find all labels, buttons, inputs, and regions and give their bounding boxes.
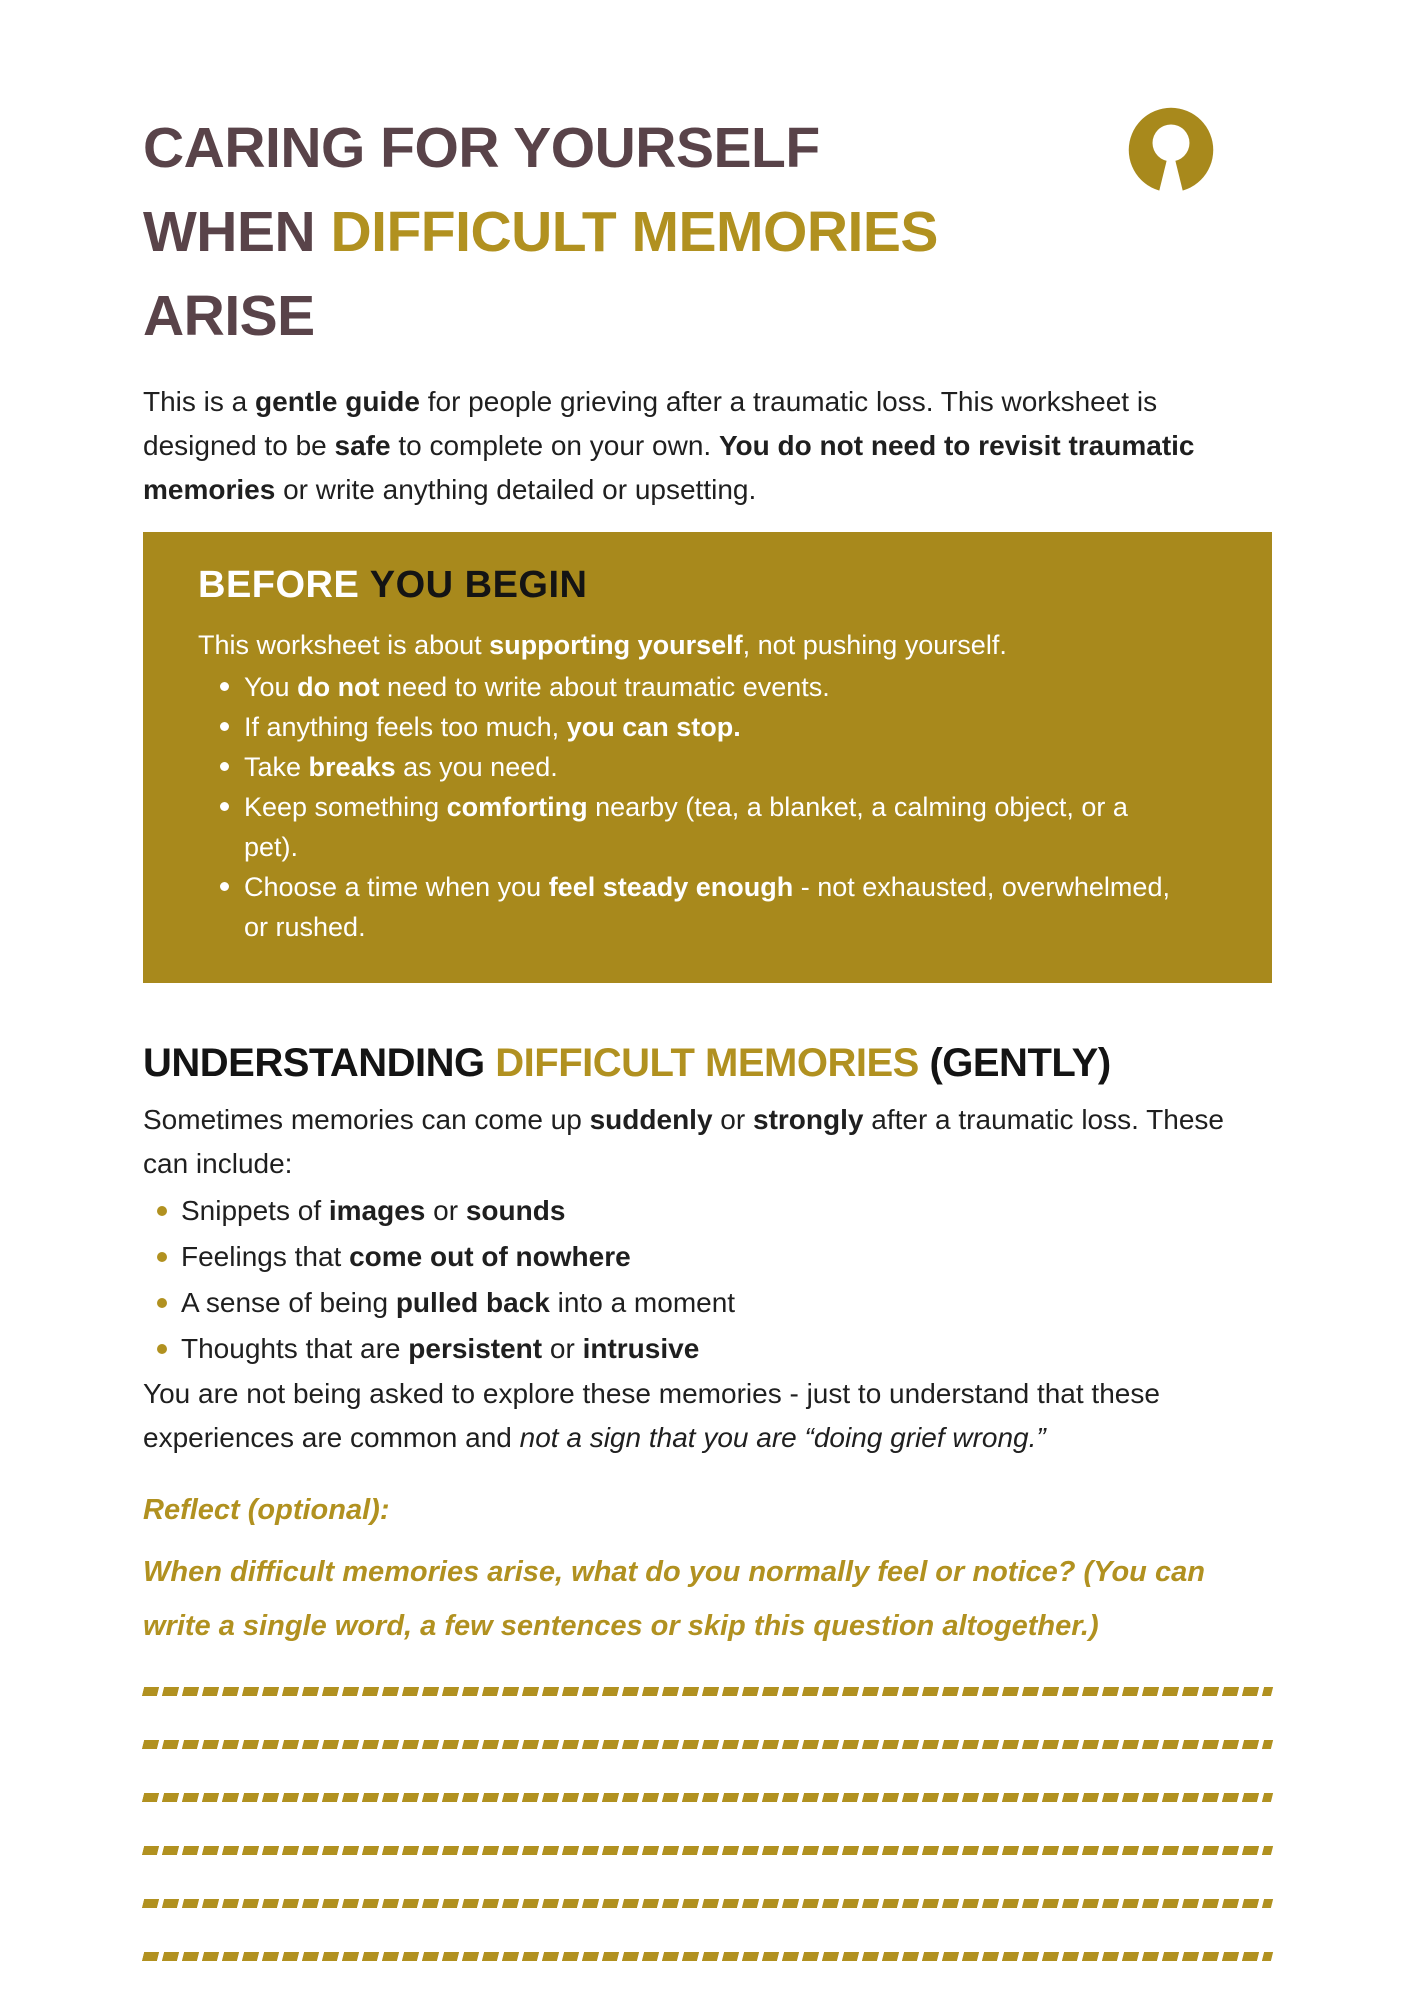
text-segment: Take [244,752,309,782]
text-segment: safe [334,430,391,461]
text-segment: pulled back [395,1287,550,1318]
text-segment: supporting yourself [489,630,743,660]
text-segment: , not pushing yourself. [742,630,1007,660]
intro-paragraph [143,380,1275,512]
text-segment: need to write about traumatic events. [379,672,830,702]
write-line [142,1846,1273,1855]
before-you-begin-box [143,532,1272,983]
write-line [142,1952,1273,1961]
text-segment: feel steady enough [548,872,794,902]
list-item [198,867,1222,947]
text-segment: do not [297,672,380,702]
text-segment: or [712,1104,753,1135]
list-item [143,1326,1272,1372]
write-line [142,1687,1273,1696]
text-segment: to complete on your own. [390,430,719,461]
text-segment: Thoughts that are [181,1333,409,1364]
text-segment: not a sign that you are “doing grief wrong.” [519,1422,1046,1453]
text-segment: Keep something [244,792,447,822]
reflect-label: Reflect (optional): [143,1494,390,1526]
before-box-heading-white: BEFORE [198,564,360,606]
reflect-question: When difficult memories arise, what do you normally feel or notice? (You can write a single word, a few sentences or skip this question altogether.) [143,1556,1205,1642]
text-segment: breaks [308,752,396,782]
text-segment: Feelings that [181,1241,350,1272]
text-segment: This is a [143,386,256,417]
before-box-list [198,667,1222,947]
text-segment: Sometimes memories can come up [143,1104,590,1135]
text-segment: or [425,1195,466,1226]
understanding-heading: UNDERSTANDING DIFFICULT MEMORIES (GENTLY) [143,1041,1111,1085]
text-segment: This worksheet is about [198,630,490,660]
text-segment: A sense of being [181,1287,396,1318]
text-segment: strongly [753,1104,864,1135]
text-segment: or write anything detailed or upsetting. [275,474,757,505]
understanding-closing [143,1372,1275,1460]
text-segment: - not exhausted, overwhelmed, or rushed. [244,872,1170,942]
text-segment: comforting [446,792,588,822]
understanding-list [143,1188,1272,1372]
write-line [142,1740,1273,1749]
text-segment: Snippets of [181,1195,329,1226]
text-segment: nearby (tea, a blanket, a calming object, or a pet). [244,792,1128,862]
list-item [143,1280,1272,1326]
text-segment: persistent [408,1333,543,1364]
text-segment: or [542,1333,583,1364]
text-segment: after a traumatic loss. These can include: [143,1104,1224,1179]
text-segment: You are not being asked to explore these memories - just to understand that these experiences are common and [143,1378,1160,1453]
text-segment: come out of nowhere [349,1241,631,1272]
list-item [198,667,1222,707]
text-segment: as you need. [395,752,558,782]
text-segment: You do not need to revisit traumatic memories [143,430,1195,505]
write-line [142,1793,1273,1802]
before-box-heading [198,564,1222,607]
list-item [198,787,1222,867]
page-title [143,106,1143,358]
text-segment: images [328,1195,426,1226]
text-segment: into a moment [549,1287,736,1318]
before-box-lead [198,625,1222,665]
title-line-2: WHEN DIFFICULT MEMORIES [143,200,938,264]
write-line [142,1899,1273,1908]
list-item [143,1234,1272,1280]
text-segment: Choose a time when you [244,872,549,902]
title-line-3: ARISE [143,284,315,348]
text-segment: If anything feels too much, [244,712,567,742]
title-line-1: CARING FOR YOURSELF [143,116,820,180]
text-segment: you can stop. [566,712,741,742]
understanding-heading-gold: DIFFICULT MEMORIES [495,1041,919,1085]
list-item [143,1188,1272,1234]
title-gold-phrase: DIFFICULT MEMORIES [330,200,938,264]
list-item [198,707,1222,747]
text-segment: You [244,672,298,702]
text-segment: for people grieving after a traumatic loss. This worksheet is designed to be [143,386,1158,461]
list-item [198,747,1222,787]
text-segment: suddenly [589,1104,713,1135]
understanding-lead [143,1098,1275,1186]
write-lines [143,1687,1272,1961]
text-segment: sounds [465,1195,566,1226]
before-box-heading-dark: YOU BEGIN [359,564,588,606]
text-segment: intrusive [582,1333,700,1364]
text-segment: gentle guide [255,386,420,417]
